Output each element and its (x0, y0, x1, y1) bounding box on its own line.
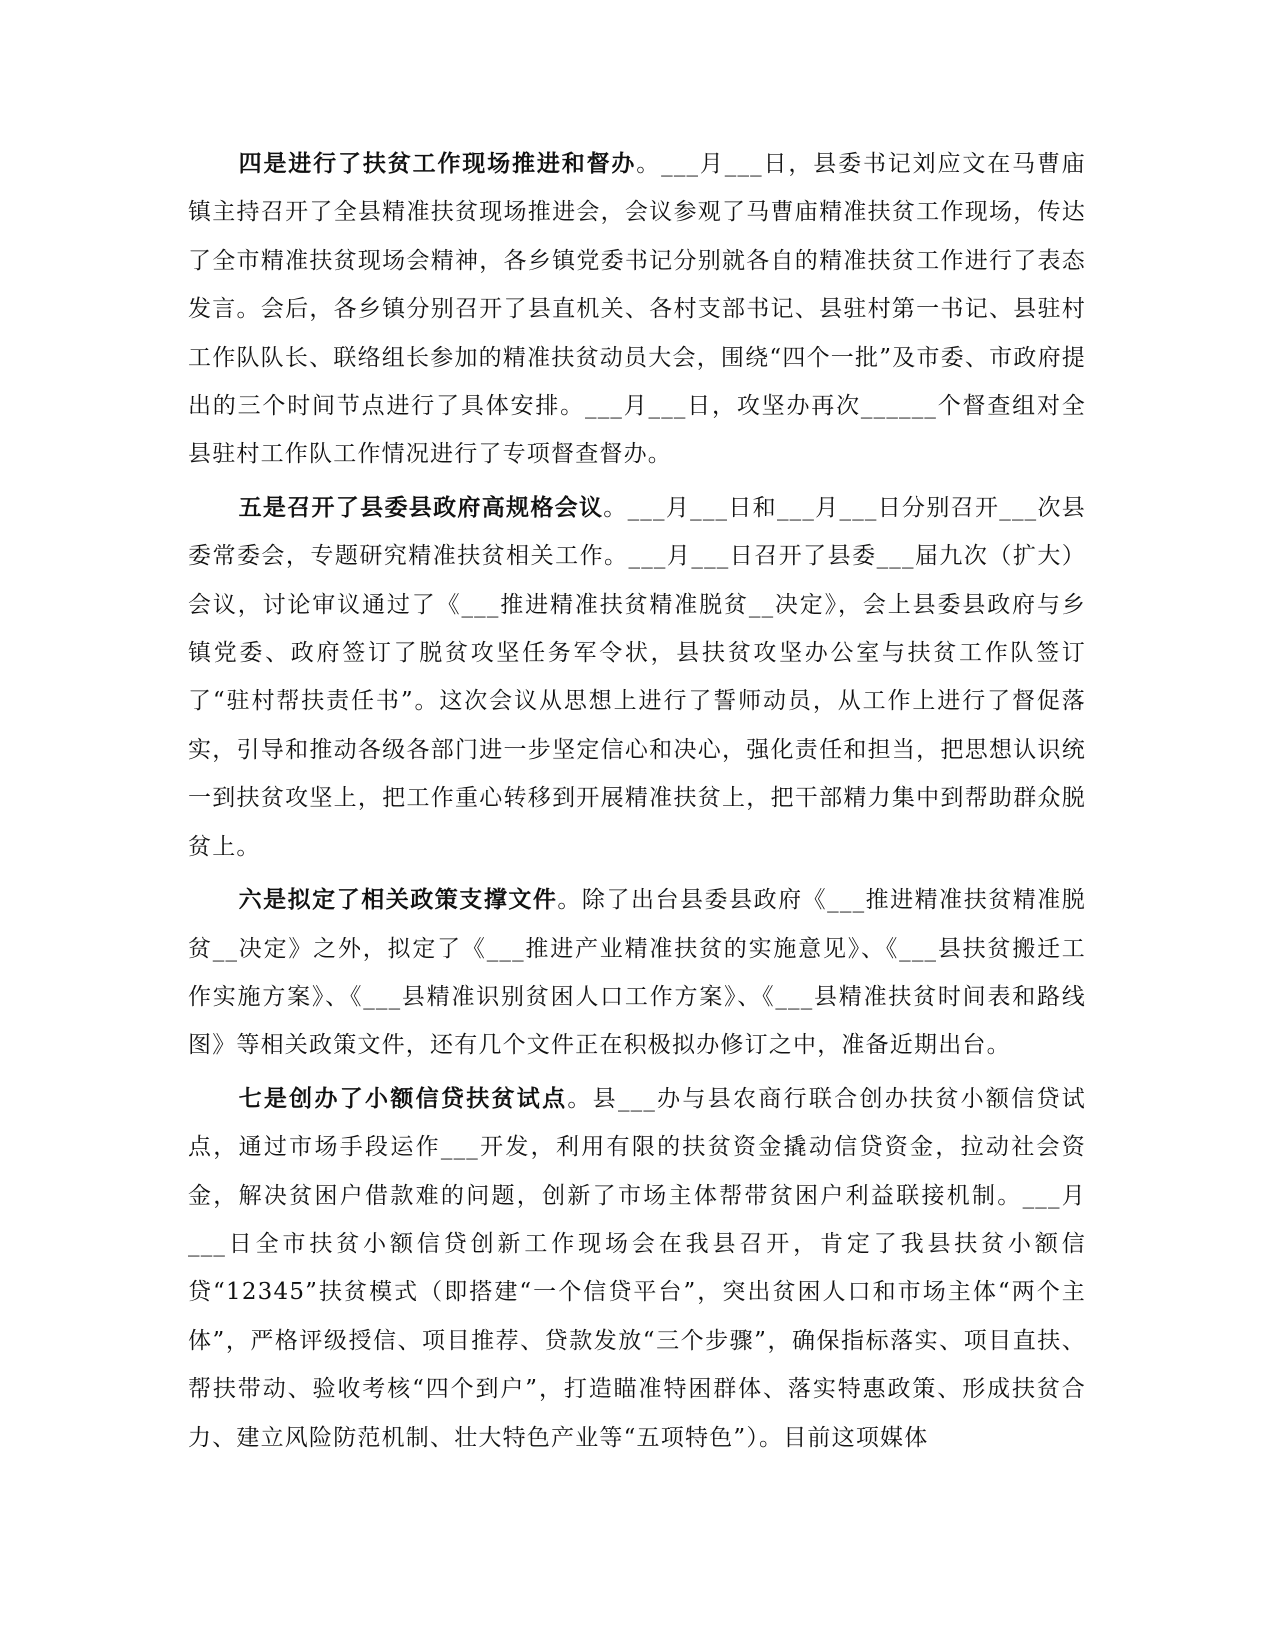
paragraph-5 (188, 484, 1086, 871)
paragraph-lead: 五是召开了县委县政府高规格会议 (238, 493, 604, 521)
paragraph-lead: 六是拟定了相关政策支撑文件 (238, 886, 558, 914)
paragraph-text: 。除了出台县委县政府《___推进精准扶贫精准脱贫__决定》之外，拟定了《___推进产业精准扶贫的实施意见》、《___县扶贫搬迁工作实施方案》、《___县精准识别贫困人口工作方案》、《___县精准扶贫时间表和路线图》等相关政策文件，还有几个文件正在积极拟办修订之中，准备近期出台。 (188, 887, 1086, 1059)
paragraph-lead: 七是创办了小额信贷扶贫试点 (238, 1084, 568, 1112)
paragraph-text: 。县___办与县农商行联合创办扶贫小额信贷试点，通过市场手段运作___开发，利用有限的扶贫资金撬动信贷资金，拉动社会资金，解决贫困户借款难的问题，创新了市场主体帮带贫困户利益联接机制。___月___日全市扶贫小额信贷创新工作现场会在我县召开，肯定了我县扶贫小额信贷“12345”扶贫模式（即搭建“一个信贷平台”，突出贫困人口和市场主体“两个主体”，严格评级授信、项目推荐、贷款发放“三个步骤”，确保指标落实、项目直扶、帮扶带动、验收考核“四个到户”，打造瞄准特困群体、落实特惠政策、形成扶贫合力、建立风险防范机制、壮大特色产业等“五项特色”）。目前这项媒体 (188, 1085, 1086, 1451)
document-body (188, 140, 1086, 1467)
paragraph-text: 。___月___日和___月___日分别召开___次县委常委会，专题研究精准扶贫相关工作。___月___日召开了县委___届九次（扩大）会议，讨论审议通过了《___推进精准扶贫精准脱贫__决定》，会上县委县政府与乡镇党委、政府签订了脱贫攻坚任务军令状，县扶贫攻坚办公室与扶贫工作队签订了“驻村帮扶责任书”。这次会议从思想上进行了誓师动员，从工作上进行了督促落实，引导和推动各级各部门进一步坚定信心和决心，强化责任和担当，把思想认识统一到扶贫攻坚上，把工作重心转移到开展精准扶贫上，把干部精力集中到帮助群众脱贫上。 (188, 494, 1087, 860)
paragraph-text: 。___月___日，县委书记刘应文在马曹庙镇主持召开了全县精准扶贫现场推进会，会议参观了马曹庙精准扶贫工作现场，传达了全市精准扶贫现场会精神，各乡镇党委书记分别就各自的精准扶贫工作进行了表态发言。会后，各乡镇分别召开了县直机关、各村支部书记、县驻村第一书记、县驻村工作队队长、联络组长参加的精准扶贫动员大会，围绕“四个一批”及市委、市政府提出的三个时间节点进行了具体安排。___月___日，攻坚办再次______个督查组对全县驻村工作队工作情况进行了专项督查督办。 (188, 151, 1086, 468)
paragraph-7 (188, 1075, 1086, 1462)
paragraph-6 (188, 876, 1086, 1070)
paragraph-lead: 四是进行了扶贫工作现场推进和督办 (238, 150, 637, 177)
paragraph-4 (188, 140, 1086, 479)
